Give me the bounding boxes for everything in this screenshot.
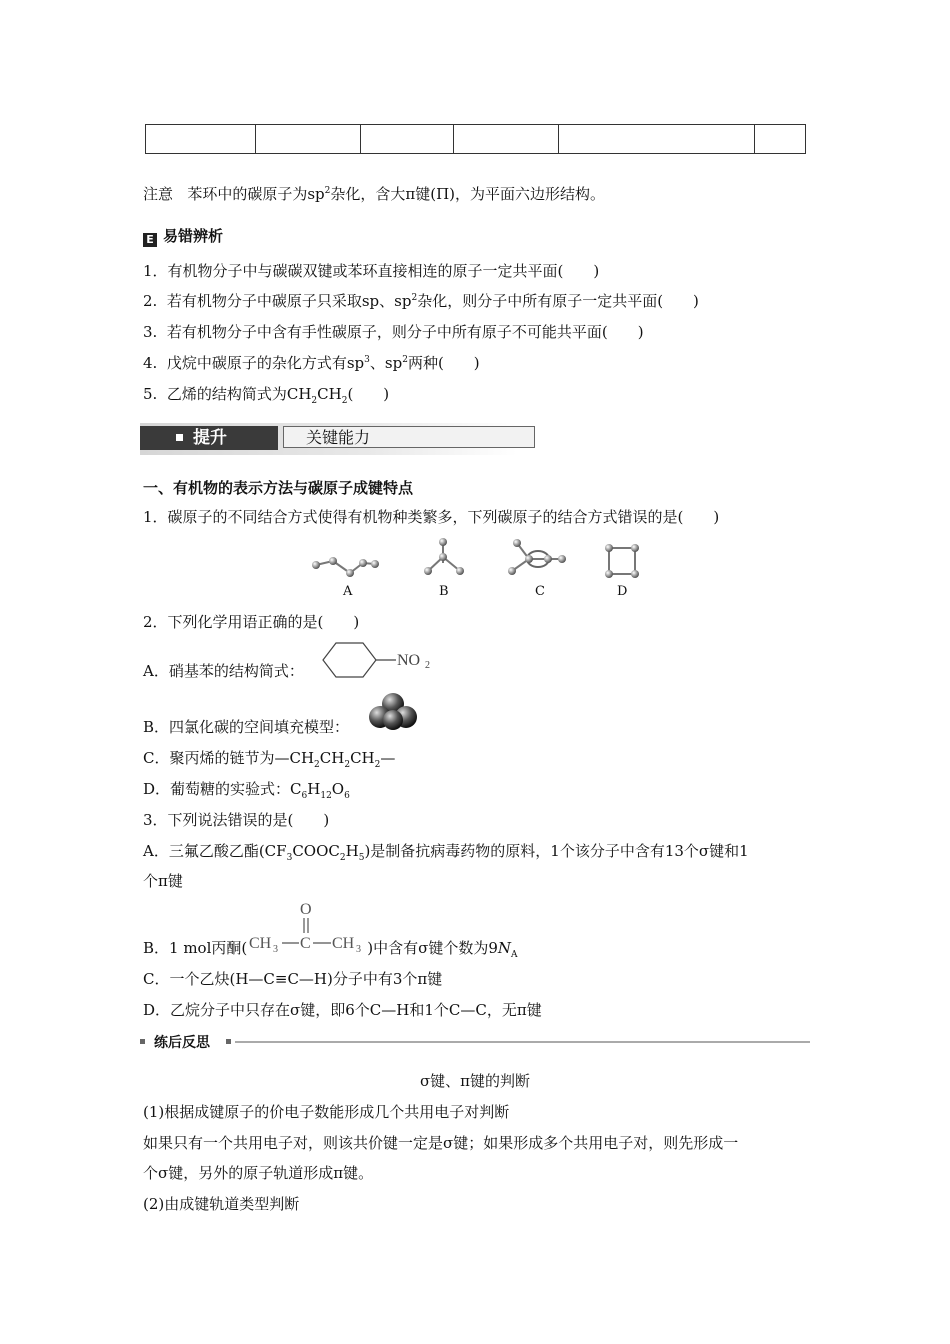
error-item-2: 2. 若有机物分子中碳原子只采取sp、$sp^2$杂化，则分子中所有原子一定共平面( ) xyxy=(143,292,699,310)
structure-b xyxy=(424,538,464,575)
structure-a xyxy=(312,557,379,577)
error-section-header xyxy=(143,226,223,247)
structure-d xyxy=(605,544,639,578)
svg-text:3: 3 xyxy=(356,944,361,955)
ccl4-space-filling-model xyxy=(367,692,419,732)
reflection-p2: 如果只有一个共用电子对，则该共价键一定是σ键；如果形成多个共用电子对，则先形成一 xyxy=(143,1134,739,1152)
note-label: 注意 xyxy=(143,185,174,203)
error-item-1: 1．有机物分子中与碳碳双键或苯环直接相连的原子一定共平面( ) xyxy=(143,262,600,280)
q2-option-a: A．硝基苯的结构简式： xyxy=(143,662,304,680)
nitrobenzene-structure xyxy=(318,640,438,680)
svg-text:3: 3 xyxy=(273,944,278,955)
reflection-heading: σ键、π键的判断 xyxy=(419,1072,531,1090)
no2-sub: 2 xyxy=(425,660,430,671)
reflection-label: 练后反思 xyxy=(154,1035,210,1051)
acetone-structure xyxy=(244,896,368,956)
option-label-c: C xyxy=(535,584,545,599)
carbon-structures-figure xyxy=(300,535,650,605)
structure-c xyxy=(508,539,566,575)
q2-option-d: D．葡萄糖的实验式：$C_6H_{12}O_6$ xyxy=(143,780,350,801)
option-label-d: D xyxy=(617,584,628,599)
error-section-title: 易错辨析 xyxy=(163,227,224,245)
acetone-ch3-left: CH xyxy=(249,935,272,952)
acetone-o: O xyxy=(300,901,312,918)
section-banner xyxy=(140,423,517,455)
note-text-a: 苯环中的碳原子为sp xyxy=(187,185,325,203)
note-line xyxy=(143,184,605,204)
option-label-b: B xyxy=(439,584,449,599)
q3-option-c: C．一个乙炔(H—C≡C—H)分子中有3个π键 xyxy=(143,970,443,988)
no2-label: NO xyxy=(397,652,421,669)
reflection-p4: (2)由成键轨道类型判断 xyxy=(143,1195,300,1213)
error-item-3: 3. 若有机物分子中含有手性碳原子，则分子中所有原子不可能共平面( ) xyxy=(143,323,644,341)
q2-option-b: B．四氯化碳的空间填充模型： xyxy=(143,718,350,736)
q3-option-a-cont: 个π键 xyxy=(143,872,183,890)
reflection-p3: 个σ键，另外的原子轨道形成π键。 xyxy=(143,1164,374,1182)
part1-title: 一、有机物的表示方法与碳原子成键特点 xyxy=(143,479,414,497)
reflection-p1: (1)根据成键原子的价电子数能形成几个共用电子对判断 xyxy=(143,1103,510,1121)
q2-option-c: C．聚丙烯的链节为$—CH_2CH_2CH_2—$ xyxy=(143,749,396,770)
error-item-5: 5. 乙烯的结构简式为$CH_2CH_2$( ) xyxy=(143,385,390,406)
option-label-a: A xyxy=(343,584,353,599)
q3-option-d: D．乙烷分子中只存在σ键，即6个C—H和1个C—C，无π键 xyxy=(143,1001,542,1019)
q2-stem: 2．下列化学用语正确的是( ) xyxy=(143,613,360,631)
q1-text: 1．碳原子的不同结合方式使得有机物种类繁多，下列碳原子的结合方式错误的是( ) xyxy=(143,508,720,526)
q3-option-a: A．三氟乙酸乙酯$(CF_3COOC_2H_5)$是制备抗病毒药物的原料，1个该分子中含有13个σ键和1 xyxy=(143,842,749,863)
note-sup: 2 xyxy=(324,186,331,196)
error-item-4: 4. 戊烷中碳原子的杂化方式有$sp^3$、$sp^2$两种( ) xyxy=(143,354,480,372)
banner-left: 提升 xyxy=(140,426,278,450)
q3-stem: 3．下列说法错误的是( ) xyxy=(143,811,330,829)
reflection-header xyxy=(140,1032,810,1052)
q3-option-b: B．1 mol丙酮( )中含有σ键个数为$9N_A$ xyxy=(143,939,518,960)
empty-table xyxy=(145,124,806,154)
acetone-c: C xyxy=(300,935,311,952)
acetone-ch3-right: CH xyxy=(332,935,355,952)
banner-right: 关键能力 xyxy=(283,426,535,448)
section-icon: E xyxy=(143,233,157,247)
note-text-b: 杂化，含大π键(Π)，为平面六边形结构。 xyxy=(330,185,606,203)
divider xyxy=(235,1041,810,1043)
